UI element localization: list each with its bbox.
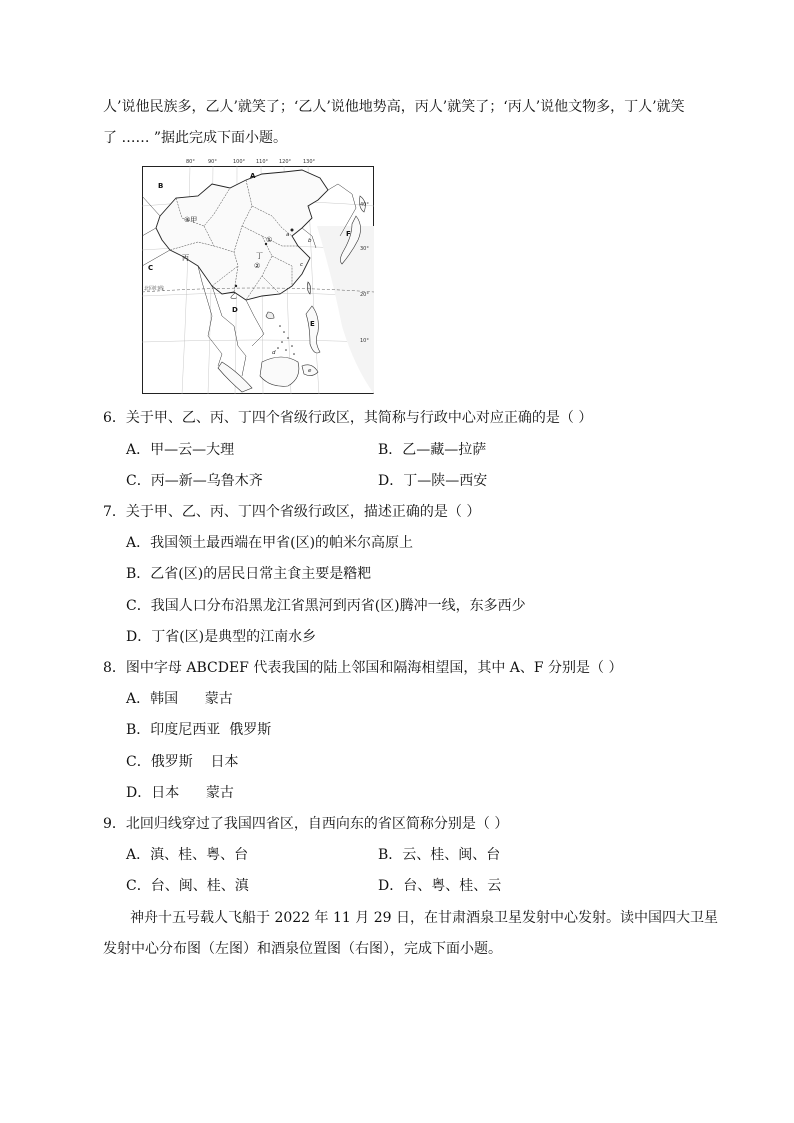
question-8-option-d[interactable]: D．日本 蒙古 <box>126 785 234 801</box>
question-8-option-b[interactable]: B．印度尼西亚 俄罗斯 <box>126 722 272 738</box>
small-letter-d: d <box>272 350 276 356</box>
question-6-option-a[interactable]: A．甲—云—大理 <box>126 442 235 458</box>
province-jia: ③甲 <box>184 216 198 224</box>
province-marker-2: ② <box>254 262 261 270</box>
outro-line-1: 神舟十五号载人飞船于 2022 年 11 月 29 日，在甘肃酒泉卫星发射中心发射。读中国四大卫星 <box>130 910 718 926</box>
lat-label-30: 30° <box>360 246 369 252</box>
question-9-option-c[interactable]: C．台、闽、桂、滇 <box>126 878 249 894</box>
province-yi: 乙 <box>230 292 237 300</box>
question-6-stem: 6．关于甲、乙、丙、丁四个省级行政区，其简称与行政中心对应正确的是（ ） <box>103 410 593 426</box>
question-9-option-a[interactable]: A．滇、桂、粤、台 <box>126 847 249 863</box>
map-body <box>142 166 374 394</box>
tropic-label: 北回归线 <box>144 286 165 292</box>
question-9-stem: 9．北回归线穿过了我国四省区，自西向东的省区简称分别是（ ） <box>103 816 509 832</box>
asia-map <box>142 159 374 394</box>
question-7-option-d[interactable]: D．丁省(区)是典型的江南水乡 <box>126 629 317 645</box>
question-7-option-a[interactable]: A．我国领土最西端在甲省(区)的帕米尔高原上 <box>126 535 414 551</box>
question-9-option-d[interactable]: D．台、粤、桂、云 <box>378 878 502 894</box>
question-8-stem: 8．图中字母 ABCDEF 代表我国的陆上邻国和隔海相望国，其中 A、F 分别是（ ） <box>103 660 623 676</box>
question-9-option-b[interactable]: B．云、桂、闽、台 <box>378 847 501 863</box>
province-bing: 丙 <box>182 254 189 262</box>
small-letter-c: c <box>300 262 304 268</box>
outro-line-2: 发射中心分布图（左图）和酒泉位置图（右图），完成下面小题。 <box>103 941 502 957</box>
province-marker-1: ① <box>266 236 273 244</box>
lon-label-80: 80° <box>186 159 195 165</box>
lon-label-110: 110° <box>256 159 269 165</box>
question-8-option-a[interactable]: A．韩国 蒙古 <box>126 691 233 707</box>
intro-line-1: 人’说他民族多，乙人’就笑了；‘乙人’说他地势高，丙人’就笑了；‘丙人’说他文物多，丁人’就笑 <box>103 99 685 115</box>
question-7-option-b[interactable]: B．乙省(区)的居民日常主食主要是糌粑 <box>126 566 372 582</box>
question-6-option-b[interactable]: B．乙—藏—拉萨 <box>378 442 487 458</box>
country-letter-e: E <box>310 320 315 328</box>
question-6-option-c[interactable]: C．丙—新—乌鲁木齐 <box>126 473 263 489</box>
lon-label-130: 130° <box>303 159 316 165</box>
country-letter-b: B <box>158 182 164 190</box>
country-letter-f: F <box>346 230 351 238</box>
country-letter-a: A <box>250 172 256 180</box>
question-7-option-c[interactable]: C．我国人口分布沿黑龙江省黑河到丙省(区)腾冲一线，东多西少 <box>126 598 526 614</box>
lon-label-120: 120° <box>279 159 292 165</box>
lon-label-100: 100° <box>233 159 246 165</box>
lon-label-90: 90° <box>208 159 217 165</box>
country-letter-d: D <box>232 306 238 314</box>
country-letter-c: C <box>148 264 154 272</box>
lat-label-20: 20° <box>360 292 369 298</box>
question-6-option-d[interactable]: D．丁—陕—西安 <box>378 473 488 489</box>
lat-label-40: 40° <box>360 202 369 208</box>
small-letter-b: b <box>308 238 312 244</box>
province-ding: 丁 <box>256 252 263 260</box>
small-letter-a: a <box>286 232 290 238</box>
question-8-option-c[interactable]: C．俄罗斯 日本 <box>126 754 239 770</box>
lat-label-10: 10° <box>360 338 369 344</box>
intro-line-2: 了 …… ”据此完成下面小题。 <box>103 130 288 146</box>
small-letter-e: e <box>308 368 312 374</box>
question-7-stem: 7．关于甲、乙、丙、丁四个省级行政区，描述正确的是（ ） <box>103 504 481 520</box>
